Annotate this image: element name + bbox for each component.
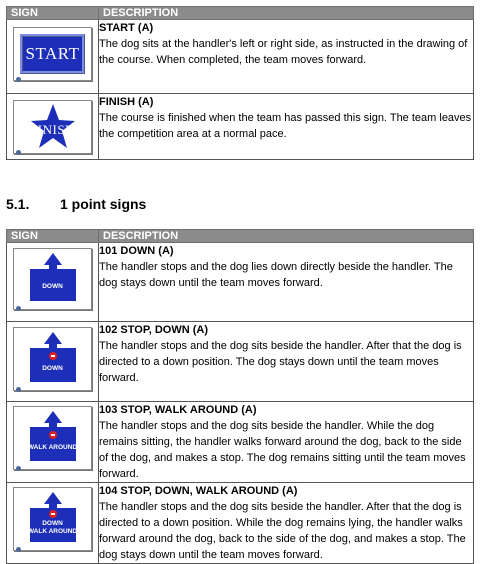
sign-label: DOWN — [42, 365, 63, 372]
sign-description: The dog sits at the handler's left or right side, as instructed in the drawing of the course. When completed, the team moves forward. — [99, 38, 468, 66]
start-sign-text: START — [20, 34, 85, 74]
table-row — [7, 243, 474, 322]
description-cell — [99, 483, 474, 564]
sign-description: The handler stops and the dog sits beside the handler. While the dog remains sitting, the handler walks forward around the dog, back to the side of the dog, and makes a stop. The dog remains sitting until the team moves forward. — [99, 420, 466, 480]
sign-title: START (A) — [99, 22, 154, 34]
corner-dot-icon — [16, 547, 21, 552]
section-heading — [6, 196, 146, 212]
description-cell — [99, 94, 474, 160]
sign-label: DOWN — [42, 283, 63, 290]
sign-cell — [7, 322, 99, 402]
table-row — [7, 20, 474, 94]
stop-down-walk-around-sign-image — [13, 487, 92, 551]
stop-icon — [49, 352, 57, 360]
finish-sign-image — [13, 100, 92, 154]
sign-description: The handler stops and the dog sits beside the handler. After that the dog is directed to a down position. The dog stays down until the team moves forward. — [99, 340, 462, 384]
sign-cell — [7, 243, 99, 322]
sign-title: FINISH (A) — [99, 96, 154, 108]
sign-description: The course is finished when the team has passed this sign. The team leaves the competition area at a normal pace. — [99, 112, 472, 140]
table-row — [7, 483, 474, 564]
signs-table-1-point — [6, 229, 474, 564]
forward-arrow-icon — [28, 251, 78, 303]
stop-icon — [49, 510, 57, 518]
table-row — [7, 94, 474, 160]
sign-label-down: DOWN — [42, 520, 63, 527]
corner-dot-icon — [16, 387, 21, 392]
column-header-description: DESCRIPTION — [99, 230, 474, 243]
start-sign-image — [13, 27, 92, 81]
sign-label-walk-around: WALK AROUND — [27, 528, 78, 535]
signs-table-general — [6, 6, 474, 160]
column-header-description: DESCRIPTION — [99, 7, 474, 20]
column-header-sign: SIGN — [7, 230, 99, 243]
sign-cell — [7, 483, 99, 564]
sign-title: 104 STOP, DOWN, WALK AROUND (A) — [99, 485, 298, 497]
sign-title: 102 STOP, DOWN (A) — [99, 324, 209, 336]
table-row — [7, 322, 474, 402]
section-title: 1 point signs — [60, 196, 147, 212]
sign-cell — [7, 20, 99, 94]
table-row — [7, 402, 474, 483]
finish-sign-text: FINISH — [30, 122, 75, 137]
description-cell — [99, 243, 474, 322]
sign-cell — [7, 402, 99, 483]
down-sign-image — [13, 248, 92, 310]
description-cell — [99, 402, 474, 483]
corner-dot-icon — [16, 77, 21, 82]
sign-description: The handler stops and the dog sits beside the handler. After that the dog is directed to a down position. While the dog remains lying, the handler walks forward around the dog, back to the side of the dog, and makes a stop. The dog stays down until the team moves forward. — [99, 501, 466, 561]
description-cell — [99, 20, 474, 94]
stop-down-sign-image — [13, 327, 92, 391]
section-number: 5.1. — [6, 196, 30, 212]
stop-walk-around-sign-image — [13, 406, 92, 470]
sign-title: 103 STOP, WALK AROUND (A) — [99, 404, 257, 416]
sign-description: The handler stops and the dog lies down directly beside the handler. The dog stays down until the team moves forward. — [99, 261, 453, 289]
column-header-sign: SIGN — [7, 7, 99, 20]
corner-dot-icon — [16, 150, 21, 155]
sign-title: 101 DOWN (A) — [99, 245, 174, 257]
sign-cell — [7, 94, 99, 160]
stop-icon — [49, 431, 57, 439]
sign-label: WALK AROUND — [27, 444, 78, 451]
corner-dot-icon — [16, 466, 21, 471]
corner-dot-icon — [16, 306, 21, 311]
description-cell — [99, 322, 474, 402]
